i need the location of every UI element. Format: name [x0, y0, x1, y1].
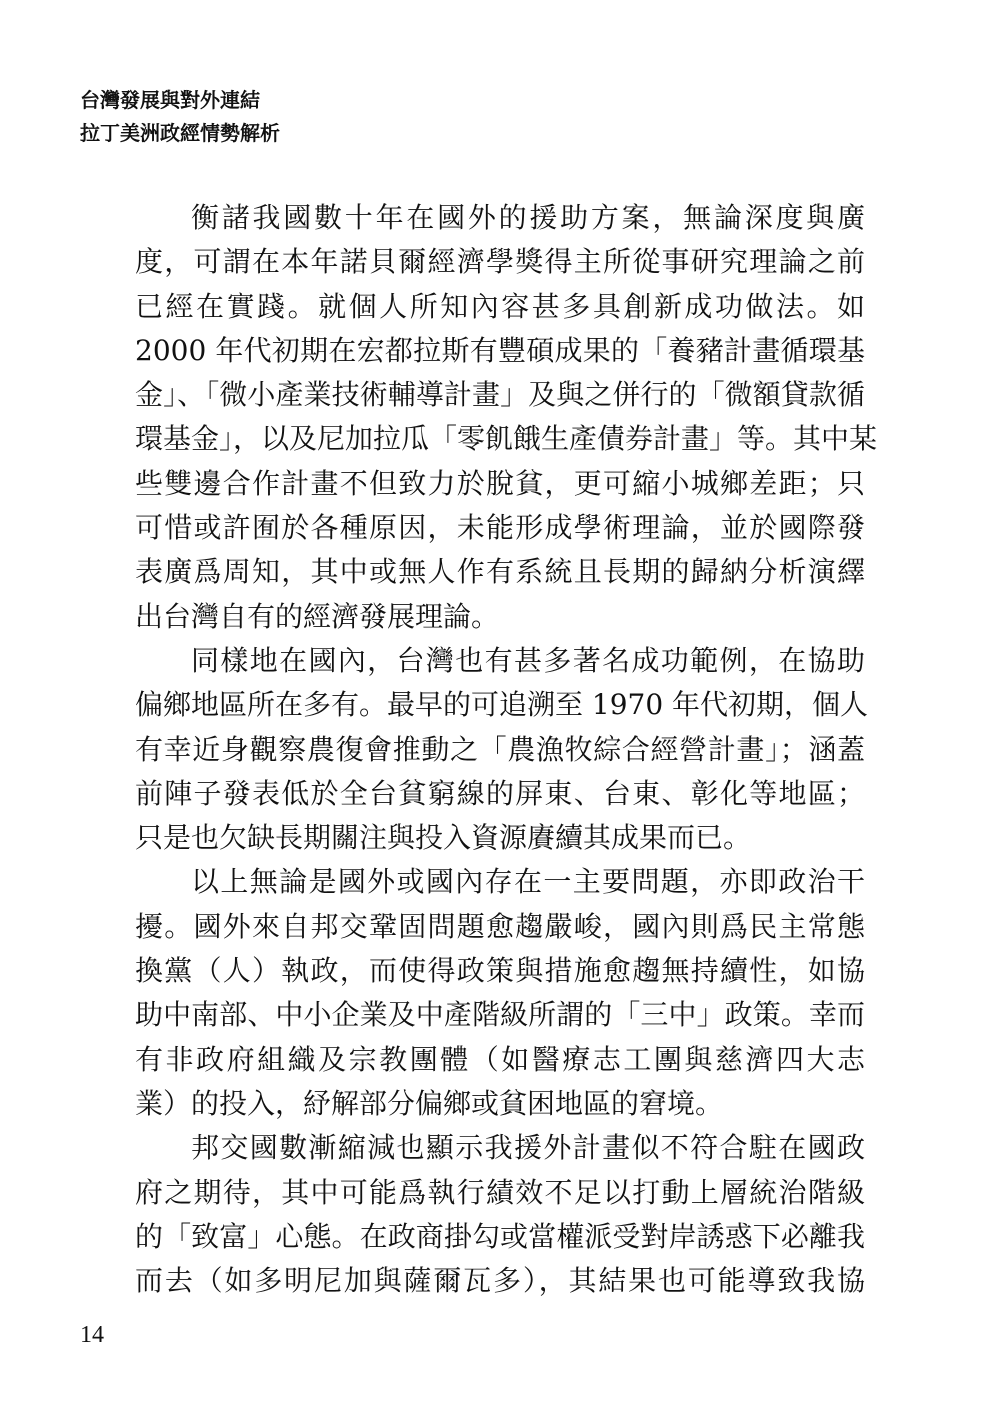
- paragraph-line: 以上無論是國外或國內存在一主要問題，亦即政治干: [191, 865, 865, 899]
- paragraph-line: 府之期待，其中可能爲執行績效不足以打動上層統治階級: [135, 1175, 865, 1209]
- chapter-title: 拉丁美洲政經情勢解析: [80, 121, 280, 145]
- paragraph-line: 只是也欠缺長期關注與投入資源賡續其成果而已。: [135, 821, 752, 855]
- paragraph-line: 些雙邊合作計畫不但致力於脫貧，更可縮小城鄉差距；只: [135, 466, 865, 500]
- paragraph-line: 助中南部、中小企業及中產階級所謂的「三中」政策。幸而: [135, 998, 865, 1032]
- paragraph-line: 換黨（人）執政，而使得政策與措施愈趨無持續性，如協: [135, 954, 865, 988]
- paragraph-line: 的「致富」心態。在政商掛勾或當權派受對岸誘惑下必離我: [135, 1219, 865, 1253]
- paragraph-line: 度，可謂在本年諾貝爾經濟學獎得主所從事研究理論之前: [135, 245, 865, 279]
- paragraph-line: 表廣爲周知，其中或無人作有系統且長期的歸納分析演繹: [135, 555, 865, 589]
- paragraph-line: 已經在實踐。就個人所知內容甚多具創新成功做法。如: [135, 289, 865, 323]
- paragraph-line: 前陣子發表低於全台貧窮線的屏東、台東、彰化等地區；: [135, 776, 865, 810]
- page-number: 14: [80, 1322, 104, 1348]
- running-header: [80, 84, 280, 150]
- paragraph-line: 邦交國數漸縮減也顯示我援外計畫似不符合駐在國政: [191, 1131, 865, 1165]
- paragraph-line: 同樣地在國內，台灣也有甚多著名成功範例，在協助: [191, 643, 865, 677]
- paragraph-line: 金」、「微小產業技術輔導計畫」及與之併行的「微額貸款循: [135, 378, 865, 412]
- paragraph-line: 而去（如多明尼加與薩爾瓦多），其結果也可能導致我協: [135, 1264, 865, 1298]
- paragraph-line: 業）的投入，紓解部分偏鄉或貧困地區的窘境。: [135, 1086, 724, 1120]
- paragraph-line: 有非政府組織及宗教團體（如醫療志工團與慈濟四大志: [135, 1042, 865, 1076]
- body-text: [135, 196, 878, 1303]
- paragraph-line: 有幸近身觀察農復會推動之「農漁牧綜合經營計畫」；涵蓋: [135, 732, 865, 766]
- paragraph-line: 可惜或許囿於各種原因，未能形成學術理論，並於國際發: [135, 511, 865, 545]
- book-title: 台灣發展與對外連結: [80, 88, 260, 112]
- paragraph-line: 出台灣自有的經濟發展理論。: [135, 599, 500, 633]
- paragraph-line: 衡諸我國數十年在國外的援助方案，無論深度與廣: [191, 201, 865, 234]
- paragraph-line: 2000 年代初期在宏都拉斯有豐碩成果的「養豬計畫循環基: [135, 333, 865, 367]
- paragraph-line: 擾。國外來自邦交鞏固問題愈趨嚴峻，國內則爲民主常態: [135, 909, 865, 943]
- paragraph-line: 偏鄉地區所在多有。最早的可追溯至 1970 年代初期，個人: [135, 688, 869, 722]
- paragraph-line: 環基金」，以及尼加拉瓜「零飢餓生產債券計畫」等。其中某: [135, 422, 878, 456]
